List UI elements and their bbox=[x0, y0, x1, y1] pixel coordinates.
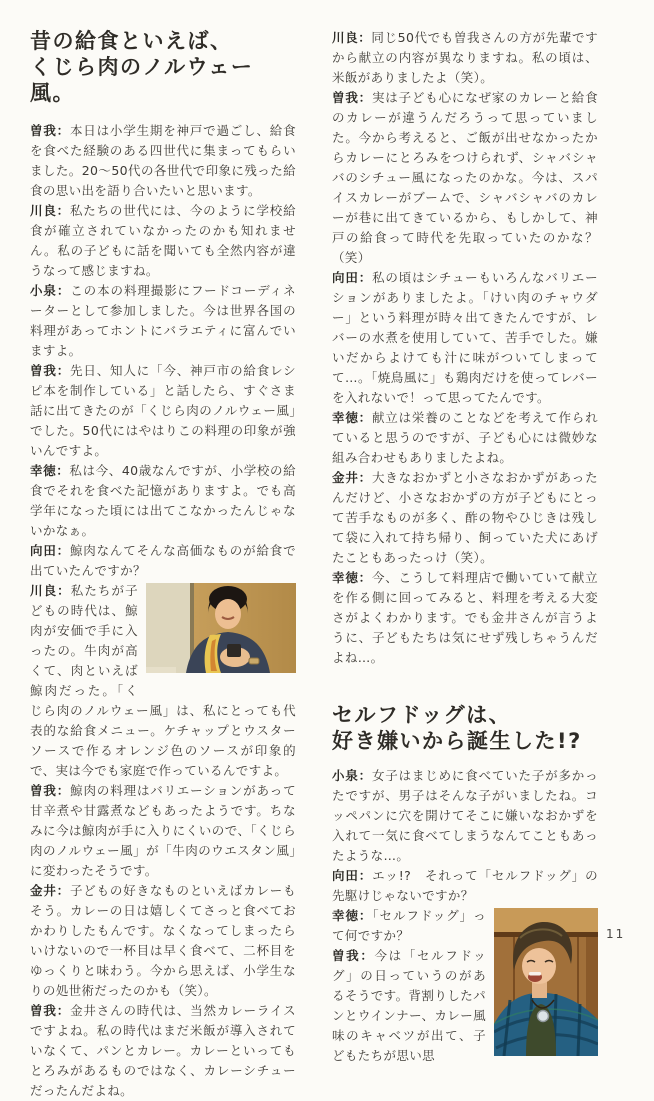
dialogue-text: 私たちが子どもの時代は、鯨肉が安価で手に入ったの。牛肉が高くて、肉といえば鯨肉だった。「くじら肉のノルウェー風」は、私にとっても代表的な給食メニュー。ケチャップとウスターソースで作るオレンジ色のソースが印象的で、実は今でも家庭で作っているんですよ。 bbox=[30, 583, 296, 778]
photo-interviewee-2 bbox=[494, 908, 598, 1056]
speaker-name: 曽我 bbox=[30, 1003, 57, 1018]
dialogue-text: 鯨肉の料理はバリエーションがあって甘辛煮や甘露煮などもあったようです。ちなみに今は鯨肉が手に入りにくいので、「くじら肉のノルウェー風」が「牛肉のウエスタン風」に変わったそうです。 bbox=[30, 783, 296, 878]
speaker-name: 曽我 bbox=[30, 123, 57, 138]
speaker-colon: ： bbox=[358, 30, 372, 45]
speaker-colon: ： bbox=[56, 543, 70, 558]
dialogue-text: 実は子ども心になぜ家のカレーと給食のカレーが違うんだろうって思っていました。今から考えると、ご飯が出せなかったからカレーにとろみをつけられず、シャバシャバのシチュー風になったのかな。今は、スパイスカレーがブームで、シャバシャバのカレーが巷に出てきているから、もしかして、神戸の給食って時代を先取っていたのかな？（笑） bbox=[332, 90, 598, 265]
dialogue-paragraph bbox=[30, 121, 296, 201]
speaker-colon: ： bbox=[56, 203, 70, 218]
dialogue-paragraph bbox=[30, 881, 296, 1001]
dialogue-text: 金井さんの時代は、当然カレーライスですよね。私の時代はまだ米飯が導入されていなくて、パンとカレー。カレーといってもとろみがあるものではなく、カレーシチューだったんだよね。 bbox=[30, 1003, 296, 1098]
speaker-name: 向田 bbox=[30, 543, 57, 558]
speaker-colon: ： bbox=[56, 1003, 71, 1018]
speaker-name: 向田 bbox=[332, 868, 359, 883]
dialogue-paragraph bbox=[30, 1001, 296, 1101]
dialogue-paragraph bbox=[30, 461, 296, 541]
dialogue-text: 女子はまじめに食べていた子が多かったですが、男子はそんな子がいましたね。コッペパンに穴を開けてそこに嫌いなおかずを入れて一気に食べてしまうなんてこともあったような…。 bbox=[332, 768, 598, 863]
dialogue-paragraph bbox=[30, 781, 296, 881]
speaker-name: 曽我 bbox=[332, 948, 361, 963]
heading-line-2: 好き嫌いから誕生した!? bbox=[332, 729, 582, 753]
dialogue-paragraph bbox=[30, 541, 296, 581]
speaker-colon: ： bbox=[56, 783, 71, 798]
dialogue-paragraph bbox=[30, 281, 296, 361]
dialogue-paragraph bbox=[332, 408, 598, 468]
dialogue-text: 大きなおかずと小さなおかずがあったんだけど、小さなおかずの方が子どもにとって苦手なものが多く、酢の物やひじきは残して袋に入れて持ち帰り、飼っていた犬にあげたこともあったっけ（笑）。 bbox=[332, 470, 598, 565]
speaker-name: 幸徳 bbox=[332, 908, 359, 923]
dialogue-text: 同じ50代でも曽我さんの方が先輩ですから献立の内容が異なりますね。私の頃は、米飯がありましたよ（笑）。 bbox=[332, 30, 598, 85]
section-heading-kujira bbox=[30, 28, 296, 106]
dialogue-text: 先日、知人に「今、神戸市の給食レシピ本を制作している」と話したら、すぐさま話に出てきたのが「くじら肉のノルウェー風」でした。50代にはやはりこの料理の印象が強いんですよ。 bbox=[30, 363, 296, 458]
dialogue-text: この本の料理撮影にフードコーディネーターとして参加しました。今は世界各国の料理があってホントにバラエティに富んでいますよ。 bbox=[30, 283, 296, 358]
speaker-colon: ： bbox=[358, 570, 372, 585]
speaker-colon: ： bbox=[358, 270, 373, 285]
dialogue-text: 今は「セルフドッグ」の日っていうのがあるそうです。背割りしたパンとウインナー、カレー風味のキャベツが出て、子どもたちが思い思 bbox=[332, 948, 486, 1063]
speaker-name: 金井 bbox=[30, 883, 57, 898]
dialogue-paragraph bbox=[332, 28, 598, 88]
speaker-colon: ： bbox=[360, 948, 375, 963]
dialogue-paragraph bbox=[332, 568, 598, 668]
speaker-name: 幸徳 bbox=[332, 570, 359, 585]
speaker-name: 幸徳 bbox=[30, 463, 57, 478]
page-number: 11 bbox=[606, 927, 626, 941]
photo-interviewee-1 bbox=[146, 583, 296, 673]
speaker-name: 川良 bbox=[30, 583, 58, 598]
dialogue-paragraph bbox=[332, 866, 598, 906]
photo-interviewee-1-image bbox=[146, 583, 296, 673]
dialogue-text: 子どもの好きなものといえばカレーもそう。カレーの日は嬉しくてさっと食べておかわりしたもんです。なくなってしまったらいけないので一杯目は早く食べて、二杯目をゆっくりと味わう。今から思えば、小学生なりの処世術だったのかも（笑）。 bbox=[30, 883, 296, 998]
dialogue-text: 私たちの世代には、今のように学校給食が確立されていなかったのかも知れません。私の子どもに話を聞いても全然内容が違うなって感じますね。 bbox=[30, 203, 296, 278]
speaker-name: 小泉 bbox=[332, 768, 359, 783]
photo-interviewee-2-image bbox=[494, 908, 598, 1056]
speaker-name: 曽我 bbox=[30, 363, 57, 378]
heading-line-2: くじら肉のノルウェー風。 bbox=[30, 55, 254, 105]
dialogue-text: 今、こうして料理店で働いていて献立を作る側に回ってみると、料理を考える大変さがよくわかります。でも金井さんが言うように、子どもたちは気にせず残しちゃうんだよね…。 bbox=[332, 570, 598, 665]
speaker-colon: ： bbox=[56, 883, 70, 898]
speaker-colon: ： bbox=[56, 283, 71, 298]
speaker-name: 川良 bbox=[30, 203, 57, 218]
speaker-colon: ： bbox=[56, 123, 70, 138]
speaker-colon: ： bbox=[57, 583, 71, 598]
heading-line-1: 昔の給食といえば、 bbox=[30, 29, 233, 53]
speaker-colon: ： bbox=[358, 768, 372, 783]
speaker-colon: ： bbox=[358, 470, 372, 485]
dialogue-paragraph bbox=[332, 268, 598, 408]
speaker-colon: ： bbox=[56, 463, 70, 478]
dialogue-text: 私は今、40歳なんですが、小学校の給食でそれを食べた記憶がありますよ。でも高学年になった頃には出てこなかったんじゃないかなぁ。 bbox=[30, 463, 296, 538]
dialogue-text: 献立は栄養のことなどを考えて作られていると思うのですが、子ども心には微妙な組み合わせもありましたよね。 bbox=[332, 410, 598, 465]
speaker-colon: ： bbox=[56, 363, 71, 378]
speaker-colon: ： bbox=[358, 410, 372, 425]
speaker-name: 小泉 bbox=[30, 283, 57, 298]
right-column bbox=[332, 28, 598, 1066]
speaker-colon: ： bbox=[358, 90, 372, 105]
speaker-name: 向田 bbox=[332, 270, 359, 285]
speaker-colon: ： bbox=[358, 868, 373, 883]
speaker-name: 幸徳 bbox=[332, 410, 359, 425]
left-column bbox=[30, 28, 296, 1101]
dialogue-text: 「セルフドッグ」って何ですか？ bbox=[332, 908, 486, 943]
dialogue-text: 鯨肉なんてそんな高価なものが給食で出ていたんですか？ bbox=[30, 543, 296, 578]
dialogue-text: 私の頃はシチューもいろんなバリエーションがありましたよ。「けい肉のチャウダー」という料理が時々出てきたんですが、レバーの水煮を使用していて、苦手でした。嫌いだからよけても汁に味がついてしまってて…。「焼鳥風に」も鶏肉だけを使ってレバーを入れないで！って思ってたんです。 bbox=[332, 270, 598, 405]
dialogue-paragraph bbox=[30, 201, 296, 281]
dialogue-paragraph bbox=[332, 88, 598, 268]
speaker-name: 曽我 bbox=[332, 90, 359, 105]
dialogue-paragraph bbox=[332, 468, 598, 568]
speaker-name: 曽我 bbox=[30, 783, 57, 798]
dialogue-text: 本日は小学生期を神戸で過ごし、給食を食べた経験のある四世代に集まってもらいました。20～50代の各世代で印象に残った給食の思い出を語り合いたいと思います。 bbox=[30, 123, 296, 198]
section-heading-selfdog bbox=[332, 702, 598, 754]
speaker-colon: ： bbox=[358, 908, 373, 923]
dialogue-paragraph bbox=[30, 361, 296, 461]
speaker-name: 金井 bbox=[332, 470, 359, 485]
dialogue-paragraph bbox=[332, 766, 598, 866]
speaker-name: 川良 bbox=[332, 30, 359, 45]
dialogue-text: エッ!? それって「セルフドッグ」の先駆けじゃないですか？ bbox=[332, 868, 598, 903]
heading-line-1: セルフドッグは、 bbox=[332, 703, 512, 727]
